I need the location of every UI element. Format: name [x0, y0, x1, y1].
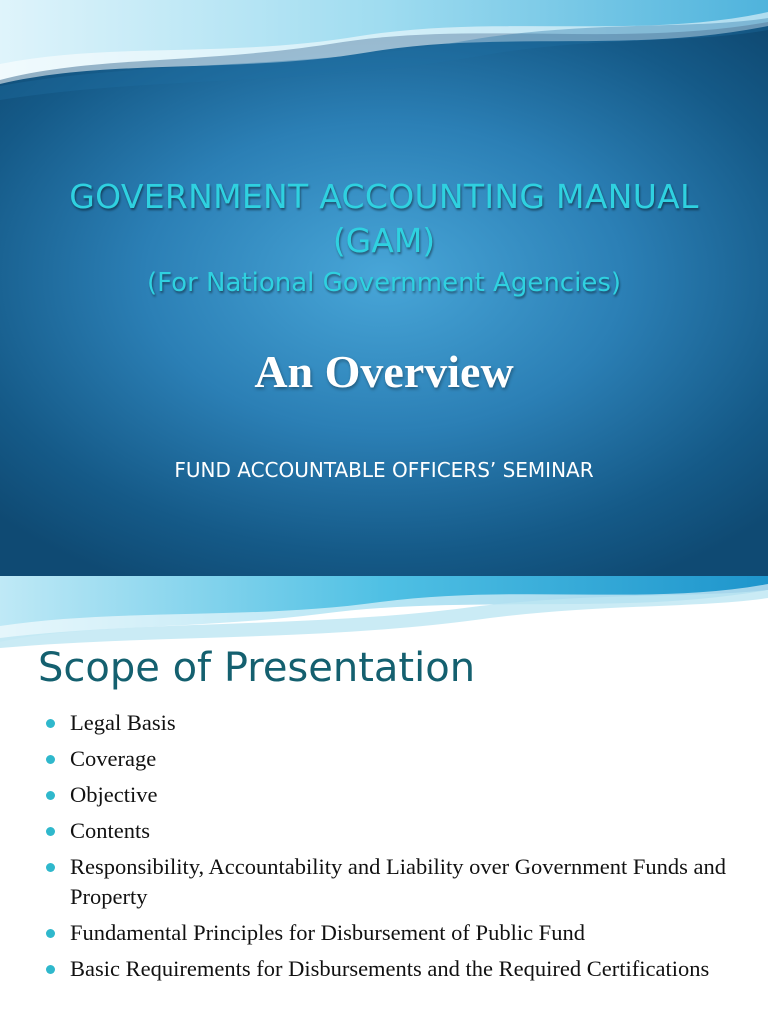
bullet-text: Fundamental Principles for Disbursement of Public Fund: [70, 920, 585, 945]
bullet-icon: [46, 755, 55, 764]
scope-bullet-list: [44, 708, 750, 990]
bullet-text: Basic Requirements for Disbursements and the Required Certifications: [70, 956, 710, 981]
bullet-text: Objective: [70, 782, 158, 807]
list-item: [44, 852, 750, 912]
title-subtitle: (For National Government Agencies): [146, 268, 622, 298]
bullet-text: Responsibility, Accountability and Liability over Government Funds and Property: [70, 854, 726, 909]
wave-decoration-top: [0, 0, 768, 100]
seminar-label: FUND ACCOUNTABLE OFFICERS’ SEMINAR: [174, 458, 594, 482]
scope-title: Scope of Presentation: [38, 645, 476, 691]
list-item: [44, 816, 750, 846]
title-line-2: (GAM): [332, 221, 436, 260]
list-item: [44, 954, 750, 984]
list-item: [44, 780, 750, 810]
bullet-icon: [46, 965, 55, 974]
overview-heading: An Overview: [254, 346, 514, 397]
bullet-text: Contents: [70, 818, 151, 843]
list-item: [44, 744, 750, 774]
list-item: [44, 708, 750, 738]
list-item: [44, 918, 750, 948]
bullet-text: Coverage: [70, 746, 157, 771]
bullet-icon: [46, 719, 55, 728]
manual-title: [0, 175, 768, 301]
scope-slide: [0, 576, 768, 1024]
bullet-icon: [46, 791, 55, 800]
bullet-icon: [46, 929, 55, 938]
title-line-1: GOVERNMENT ACCOUNTING MANUAL: [69, 177, 699, 216]
bullet-icon: [46, 827, 55, 836]
bullet-text: Legal Basis: [70, 710, 176, 735]
wave-decoration-top: [0, 576, 768, 648]
bullet-icon: [46, 863, 55, 872]
